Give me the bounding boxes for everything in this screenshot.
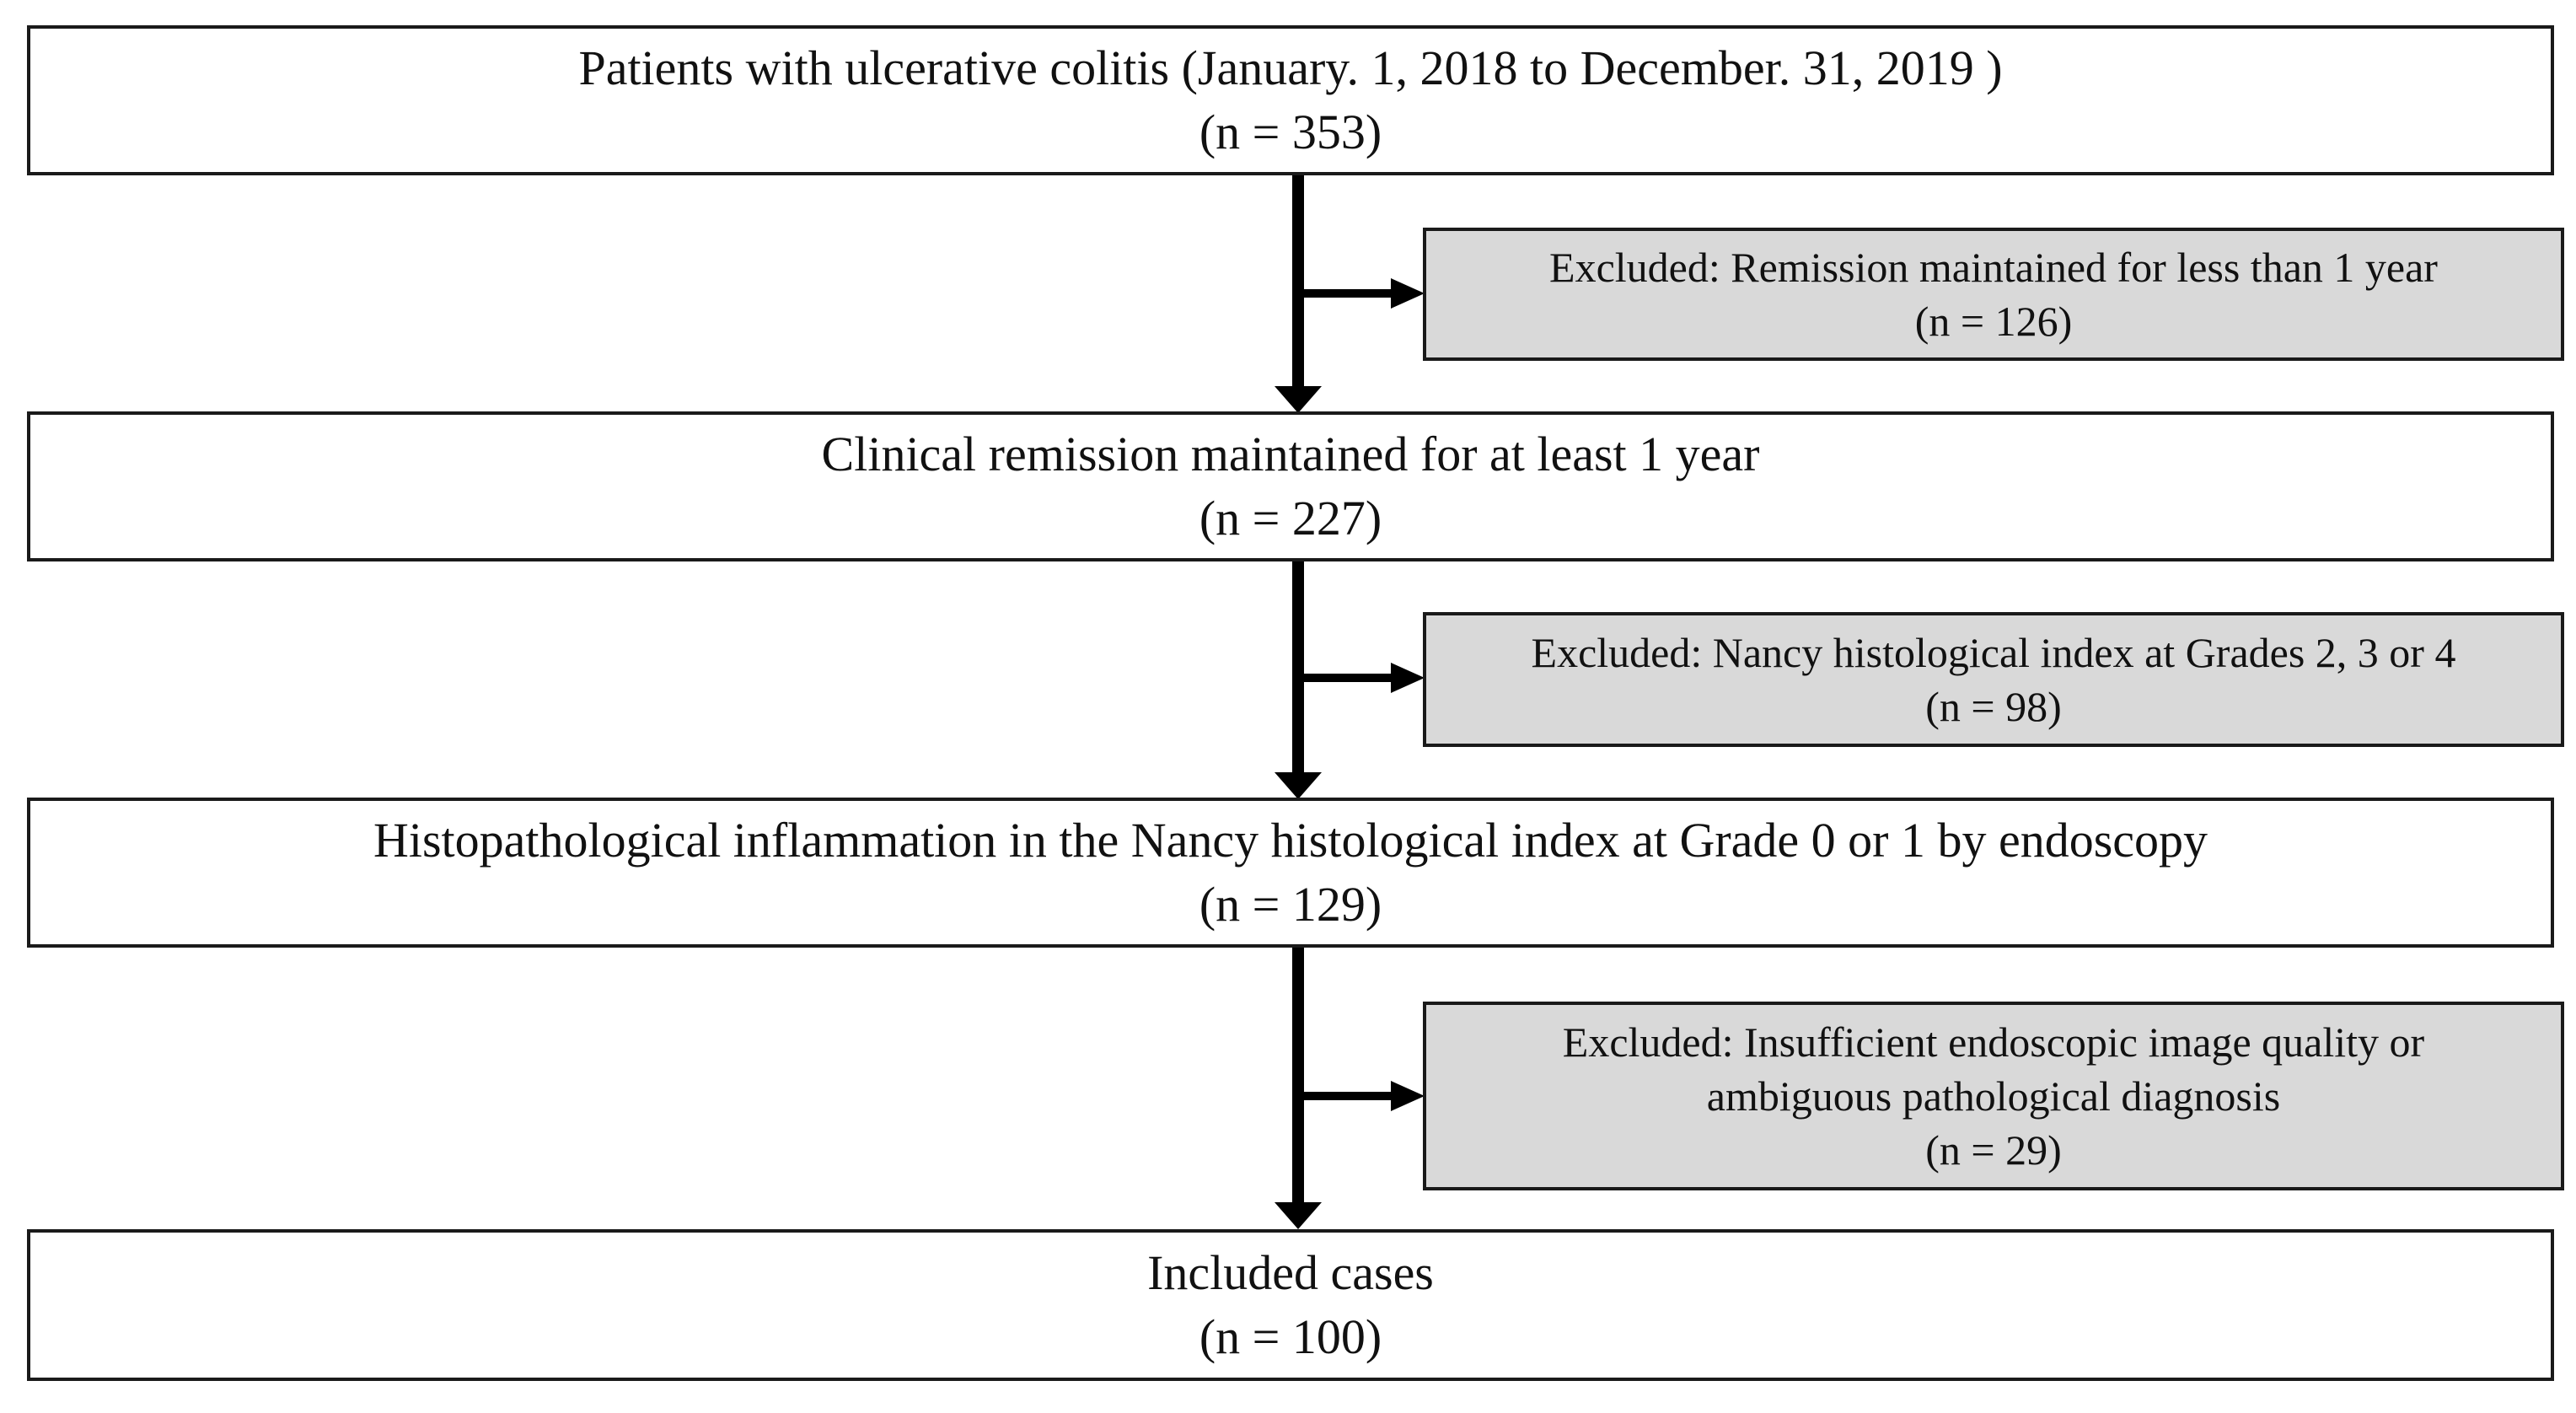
down-arrowhead-2 (1275, 772, 1322, 799)
down-arrowhead-3 (1275, 1202, 1322, 1229)
step3-title: Histopathological inflammation in the Nancy histological index at Grade 0 or 1 by endoscopy (373, 813, 2208, 868)
exclusion3-box (1423, 1002, 2564, 1190)
step4-count: (n = 100) (1199, 1309, 1382, 1364)
step2-title: Clinical remission maintained for at least 1 year (821, 427, 1760, 481)
exclusion1-title: Excluded: Remission maintained for less than 1 year (1549, 244, 2438, 291)
exclusion1-count: (n = 126) (1914, 298, 2073, 345)
exclusion3-count: (n = 29) (1925, 1126, 2062, 1174)
exclusion2-box (1423, 612, 2564, 747)
down-arrowhead-1 (1275, 386, 1322, 413)
step1-title: Patients with ulcerative colitis (January. 1, 2018 to December. 31, 2019 ) (578, 40, 2003, 95)
exclusion1-box (1423, 228, 2564, 361)
step1-box (27, 25, 2554, 175)
step1-count: (n = 353) (1199, 105, 1382, 159)
step3-count: (n = 129) (1199, 877, 1382, 932)
side-arrowhead-3 (1391, 1081, 1425, 1111)
side-arrowhead-1 (1391, 278, 1425, 309)
side-arrowhead-2 (1391, 663, 1425, 693)
exclusion2-count: (n = 98) (1925, 683, 2062, 730)
step2-count: (n = 227) (1199, 491, 1382, 545)
exclusion3-title-line2: ambiguous pathological diagnosis (1706, 1072, 2281, 1120)
step2-box (27, 411, 2554, 561)
step4-box (27, 1229, 2554, 1381)
step4-title: Included cases (1147, 1245, 1434, 1300)
step3-box (27, 798, 2554, 948)
exclusion2-title: Excluded: Nancy histological index at Grades 2, 3 or 4 (1531, 629, 2456, 676)
exclusion3-title-line1: Excluded: Insufficient endoscopic image quality or (1562, 1018, 2425, 1066)
